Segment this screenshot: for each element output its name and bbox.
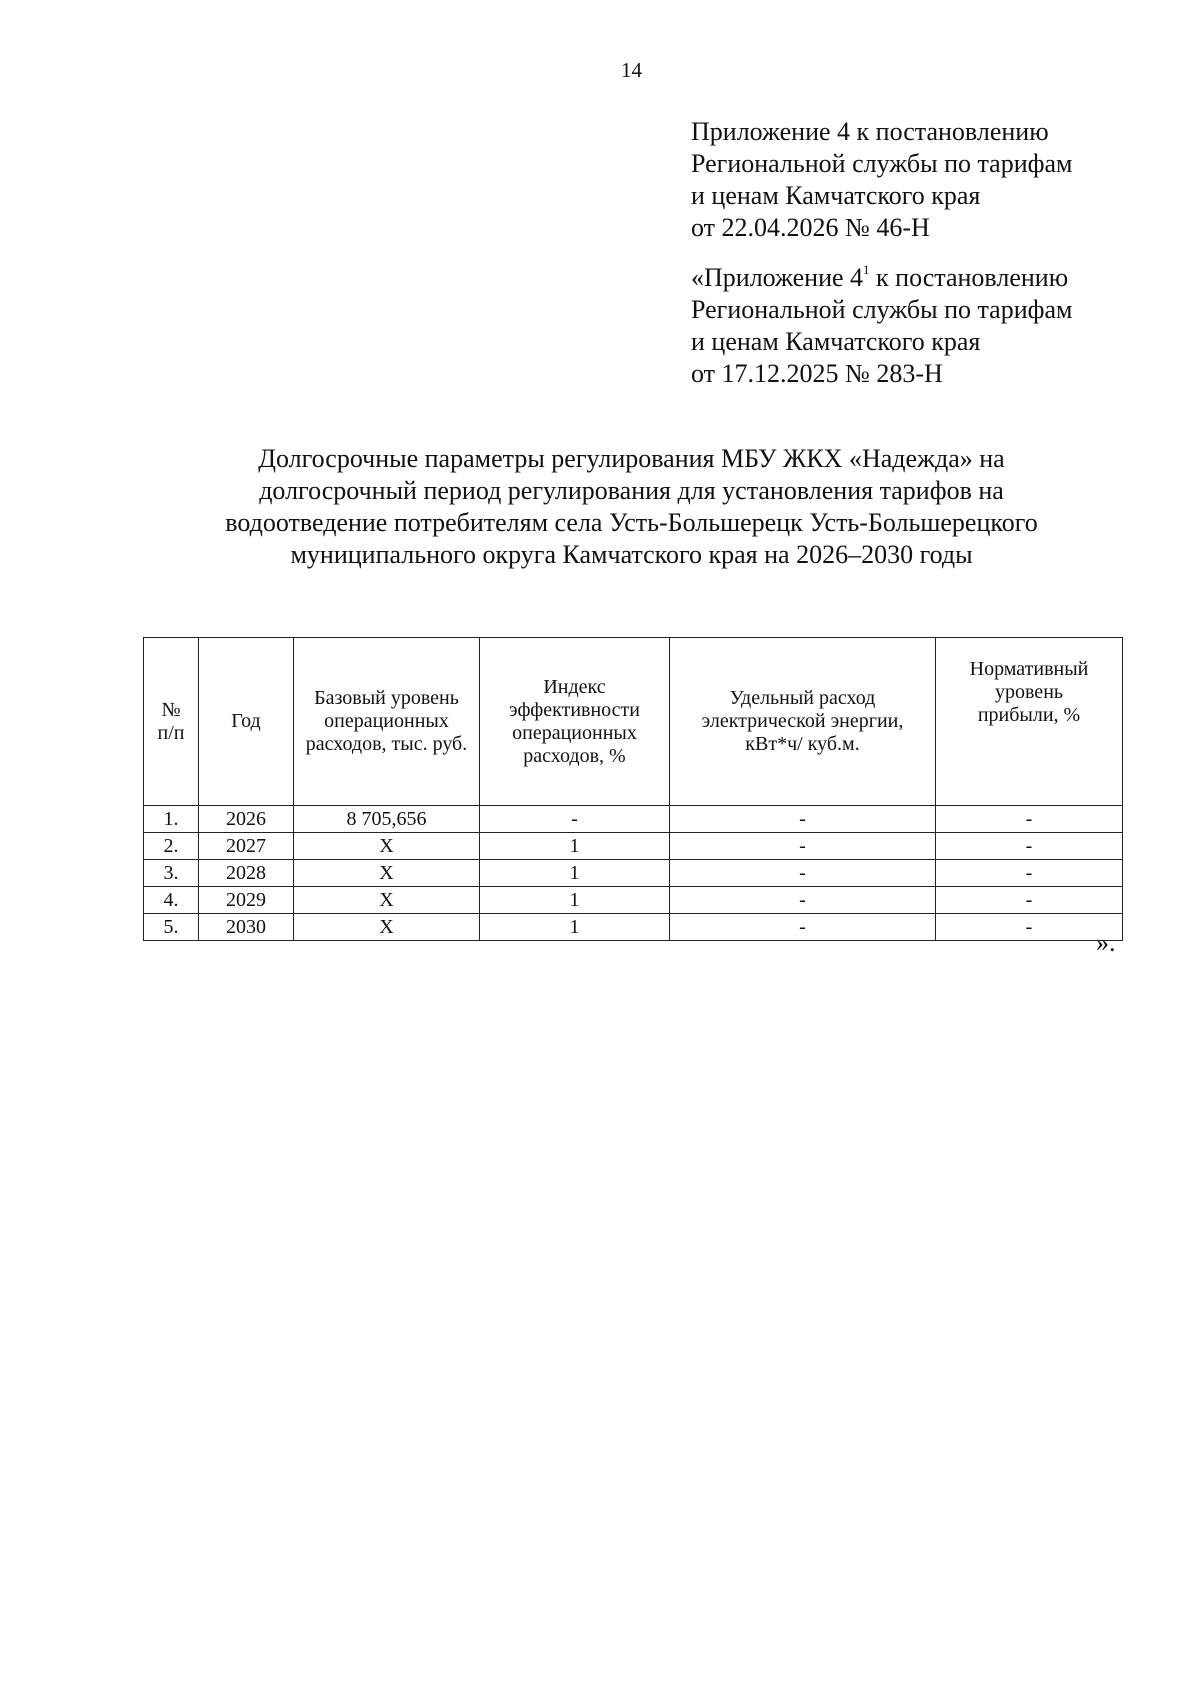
title-line: Долгосрочные параметры регулирования МБУ ЖКХ «Надежда» на (258, 444, 1005, 473)
cell-year: 2027 (199, 833, 294, 860)
cell-efficiency-index: 1 (480, 914, 670, 941)
page-number: 14 (621, 58, 642, 82)
cell-profit-level: - (936, 806, 1123, 833)
cell-energy-consumption: - (670, 806, 936, 833)
appendix-header (691, 116, 1191, 244)
cell-year: 2030 (199, 914, 294, 941)
amended-appendix-suffix: к постановлению (869, 263, 1069, 292)
cell-energy-consumption: - (670, 914, 936, 941)
table-header-row (144, 638, 1123, 806)
cell-year: 2029 (199, 887, 294, 914)
cell-efficiency-index: - (480, 806, 670, 833)
cell-efficiency-index: 1 (480, 887, 670, 914)
cell-row-number: 4. (144, 887, 199, 914)
cell-row-number: 3. (144, 860, 199, 887)
cell-energy-consumption: - (670, 860, 936, 887)
cell-year: 2028 (199, 860, 294, 887)
amended-appendix-line: Региональной службы по тарифам (691, 295, 1073, 324)
header-year: Год (199, 638, 294, 806)
title-line: муниципального округа Камчатского края на 2026–2030 годы (290, 540, 973, 569)
table-row (144, 887, 1123, 914)
amended-appendix-prefix: «Приложение 4 (691, 263, 864, 292)
amended-appendix-header (691, 262, 1191, 390)
amended-appendix-line: и ценам Камчатского края (691, 327, 981, 356)
cell-energy-consumption: - (670, 887, 936, 914)
cell-profit-level: - (936, 833, 1123, 860)
appendix-line: Приложение 4 к постановлению (691, 117, 1049, 146)
header-profit-level: Нормативный уровень прибыли, % (936, 638, 1123, 806)
header-efficiency-index: Индекс эффективности операционных расходов, % (480, 638, 670, 806)
cell-efficiency-index: 1 (480, 860, 670, 887)
cell-energy-consumption: - (670, 833, 936, 860)
appendix-line: Региональной службы по тарифам (691, 149, 1073, 178)
parameters-table (143, 637, 1123, 941)
header-energy-consumption: Удельный расход электрической энергии, кВт*ч/ куб.м. (670, 638, 936, 806)
appendix-line: и ценам Камчатского края (691, 181, 981, 210)
closing-quote-mark: ». (1096, 928, 1116, 957)
cell-base-opex: Х (294, 914, 480, 941)
cell-efficiency-index: 1 (480, 833, 670, 860)
cell-profit-level: - (936, 887, 1123, 914)
title-line: долгосрочный период регулирования для установления тарифов на (259, 476, 1004, 505)
cell-base-opex: 8 705,656 (294, 806, 480, 833)
cell-row-number: 1. (144, 806, 199, 833)
table-row (144, 914, 1123, 941)
title-line: водоотведение потребителям села Усть-Большерецк Усть-Большерецкого (225, 508, 1038, 537)
cell-base-opex: Х (294, 887, 480, 914)
appendix-line: от 22.04.2026 № 46-Н (691, 213, 930, 242)
amended-appendix-line: от 17.12.2025 № 283-Н (691, 359, 943, 388)
cell-base-opex: Х (294, 860, 480, 887)
cell-row-number: 2. (144, 833, 199, 860)
document-title (0, 443, 1200, 571)
cell-profit-level: - (936, 860, 1123, 887)
cell-year: 2026 (199, 806, 294, 833)
table-row (144, 833, 1123, 860)
cell-row-number: 5. (144, 914, 199, 941)
header-row-number: № п/п (144, 638, 199, 806)
amended-appendix-superscript: 1 (863, 262, 870, 278)
table-row (144, 860, 1123, 887)
cell-profit-level: - (936, 914, 1123, 941)
cell-base-opex: Х (294, 833, 480, 860)
table-row (144, 806, 1123, 833)
amended-appendix-first-line (691, 262, 1191, 294)
header-base-opex: Базовый уровень операционных расходов, тыс. руб. (294, 638, 480, 806)
